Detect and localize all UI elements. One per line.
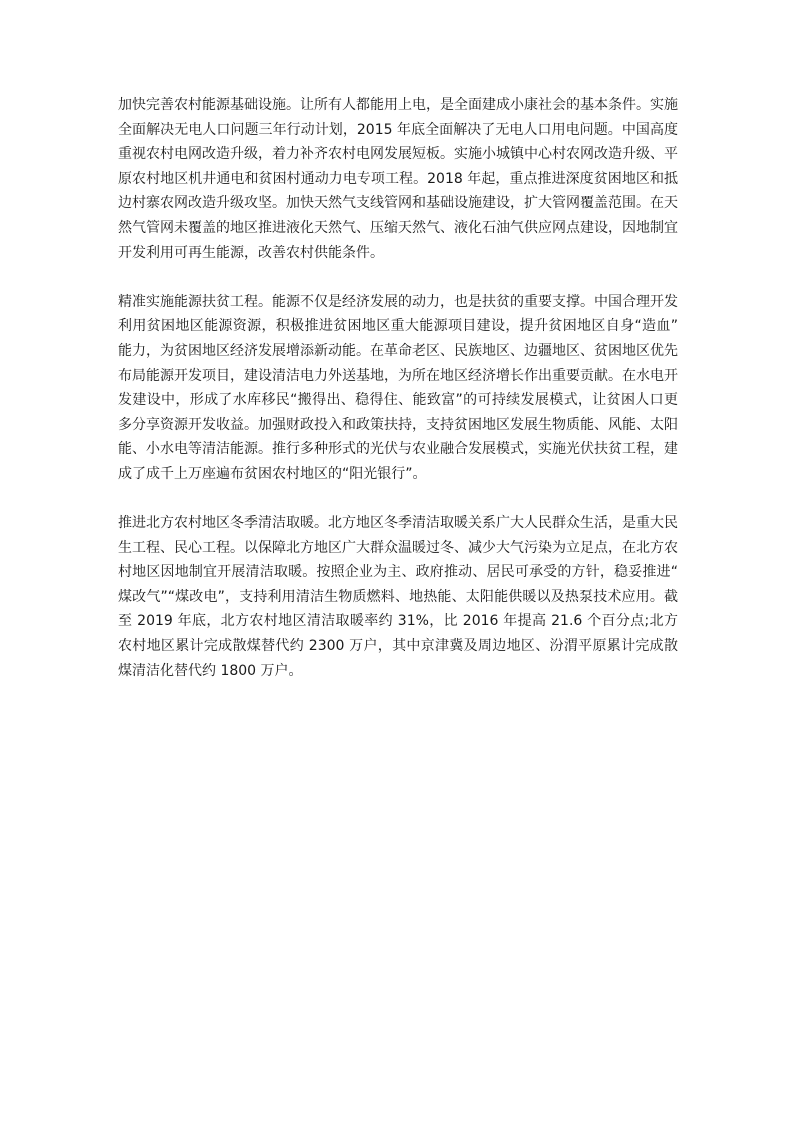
document-body xyxy=(118,93,678,708)
paragraph-rural-energy-infrastructure: 加快完善农村能源基础设施。让所有人都能用上电，是全面建成小康社会的基本条件。实施全面解决无电人口问题三年行动计划，2015 年底全面解决了无电人口用电问题。中国高度重视农村电网改造升级，着力补齐农村电网发展短板。实施小城镇中心村农网改造升级、平原农村地区机井通电和贫困村通动力电专项工程。2018 年起，重点推进深度贫困地区和抵边村寨农网改造升级攻坚。加快天然气支线管网和基础设施建设，扩大管网覆盖范围。在天然气管网未覆盖的地区推进液化天然气、压缩天然气、液化石油气供应网点建设，因地制宜开发利用可再生能源，改善农村供能条件。 xyxy=(118,97,678,261)
paragraph-energy-poverty-alleviation: 精准实施能源扶贫工程。能源不仅是经济发展的动力，也是扶贫的重要支撑。中国合理开发利用贫困地区能源资源，积极推进贫困地区重大能源项目建设，提升贫困地区自身“造血”能力，为贫困地区经济发展增添新动能。在革命老区、民族地区、边疆地区、贫困地区优先布局能源开发项目，建设清洁电力外送基地，为所在地区经济增长作出重要贡献。在水电开发建设中，形成了水库移民“搬得出、稳得住、能致富”的可持续发展模式，让贫困人口更多分享资源开发收益。加强财政投入和政策扶持，支持贫困地区发展生物质能、风能、太阳能、小水电等清洁能源。推行多种形式的光伏与农业融合发展模式，实施光伏扶贫工程，建成了成千上万座遍布贫困农村地区的“阳光银行”。 xyxy=(118,293,678,482)
paragraph-northern-clean-heating: 推进北方农村地区冬季清洁取暖。北方地区冬季清洁取暖关系广大人民群众生活，是重大民生工程、民心工程。以保障北方地区广大群众温暖过冬、减少大气污染为立足点，在北方农村地区因地制宜开展清洁取暖。按照企业为主、政府推动、居民可承受的方针，稳妥推进“煤改气”“煤改电”，支持利用清洁生物质燃料、地热能、太阳能供暖以及热泵技术应用。截至 2019 年底，北方农村地区清洁取暖率约 31%，比 2016 年提高 21.6 个百分点;北方农村地区累计完成散煤替代约 2300 万户，其中京津冀及周边地区、汾渭平原累计完成散煤清洁化替代约 1800 万户。 xyxy=(118,515,678,679)
